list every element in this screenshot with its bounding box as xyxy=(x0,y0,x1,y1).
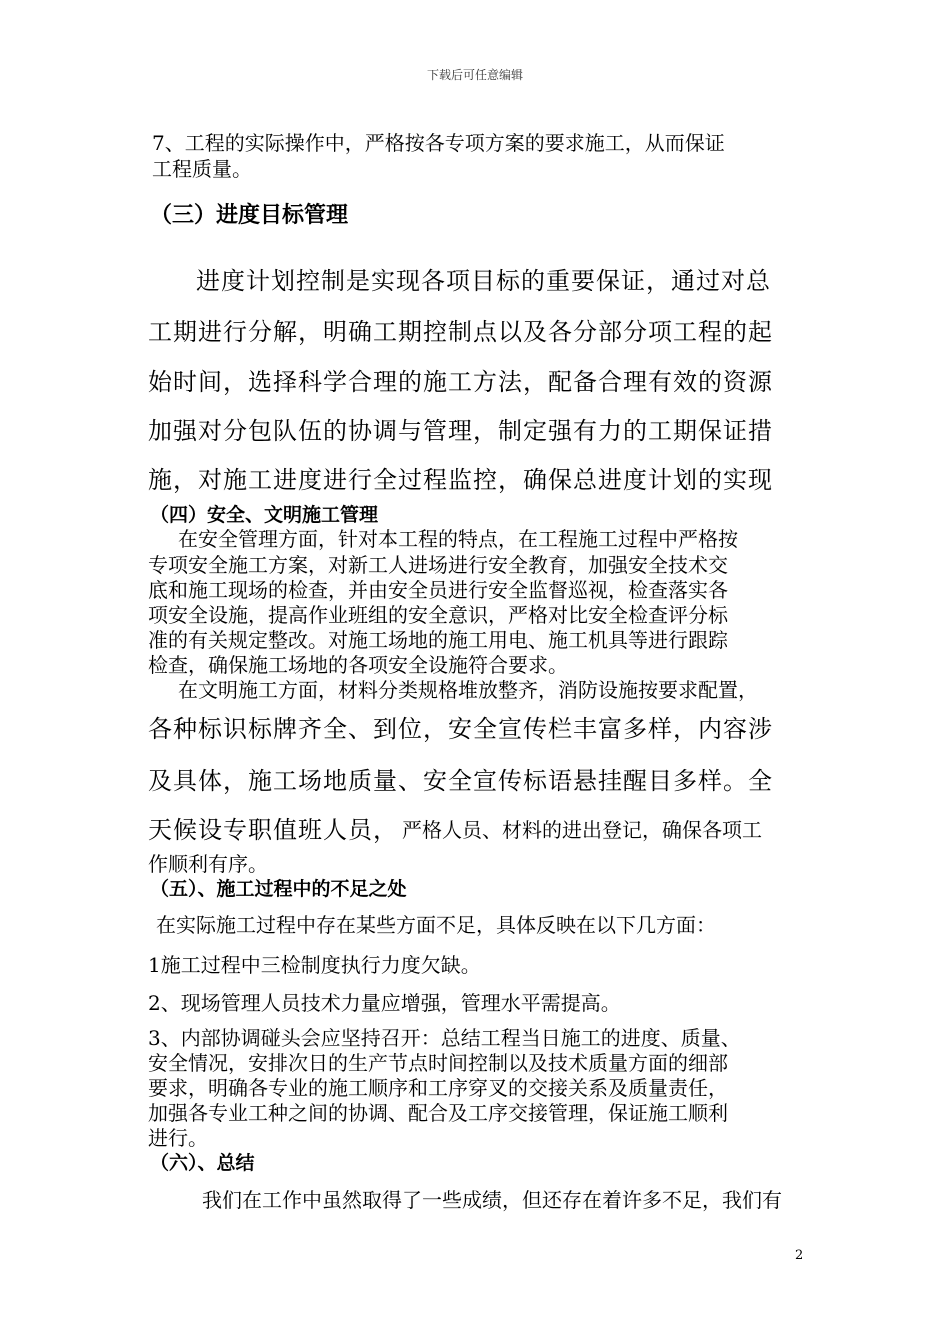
text-line: 进行。 xyxy=(148,1126,208,1150)
text-line: 进度计划控制是实现各项目标的重要保证，通过对总 xyxy=(196,267,771,295)
text-line: 在文明施工方面，材料分类规格堆放整齐，消防设施按要求配置， xyxy=(178,678,758,702)
section-heading-3: （三）进度目标管理 xyxy=(150,203,349,228)
text-line: 施，对施工进度进行全过程监控，确保总进度计划的实现 xyxy=(148,466,773,494)
text-line: 底和施工现场的检查，并由安全员进行安全监督巡视，检查落实各 xyxy=(148,578,728,602)
list-item: 1施工过程中三检制度执行力度欠缺。 xyxy=(148,953,481,977)
text-line: 专项安全施工方案，对新工人进场进行安全教育，加强安全技术交 xyxy=(148,553,728,577)
page-number: 2 xyxy=(795,1248,804,1263)
text-line: 检查，确保施工场地的各项安全设施符合要求。 xyxy=(148,653,568,677)
list-item: 3、内部协调碰头会应坚持召开：总结工程当日施工的进度、质量、 xyxy=(148,1026,741,1050)
text-line: 7、工程的实际操作中，严格按各专项方案的要求施工，从而保证 xyxy=(152,131,725,155)
text-line: 加强对分包队伍的协调与管理，制定强有力的工期保证措 xyxy=(148,417,773,445)
text-line: 安全情况，安排次日的生产节点时间控制以及技术质量方面的细部 xyxy=(148,1051,728,1075)
text-line: 作顺利有序。 xyxy=(148,852,268,876)
text-line: 我们在工作中虽然取得了一些成绩，但还存在着许多不足，我们有 xyxy=(202,1188,782,1212)
text-line: 各种标识标牌齐全、到位，安全宣传栏丰富多样，内容涉 xyxy=(148,715,773,743)
list-item: 2、现场管理人员技术力量应增强，管理水平需提高。 xyxy=(148,991,621,1015)
page-header: 下载后可任意编辑 xyxy=(426,68,523,82)
text-line: 要求，明确各专业的施工顺序和工序穿叉的交接关系及质量责任， xyxy=(148,1076,728,1100)
text-line: 天候设专职值班人员， xyxy=(148,816,398,844)
text-line: 加强各专业工种之间的协调、配合及工序交接管理，保证施工顺利 xyxy=(148,1101,728,1125)
text-line: 在实际施工过程中存在某些方面不足，具体反映在以下几方面： xyxy=(156,913,716,937)
text-line: 严格人员、材料的进出登记，确保各项工 xyxy=(402,818,762,842)
section-heading-4: （四）安全、文明施工管理 xyxy=(150,504,379,526)
text-line: 项安全设施，提高作业班组的安全意识，严格对比安全检查评分标 xyxy=(148,603,728,627)
text-line: 及具体，施工场地质量、安全宣传标语悬挂醒目多样。全 xyxy=(148,767,773,795)
text-line: 工程质量。 xyxy=(152,157,252,181)
section-heading-6: （六）、总结 xyxy=(150,1152,255,1174)
text-line: 工期进行分解，明确工期控制点以及各分部分项工程的起 xyxy=(148,318,773,346)
section-heading-5: （五）、施工过程中的不足之处 xyxy=(150,878,407,900)
text-line: 在安全管理方面，针对本工程的特点，在工程施工过程中严格按 xyxy=(178,527,738,551)
text-line: 准的有关规定整改。对施工场地的施工用电、施工机具等进行跟踪 xyxy=(148,628,728,652)
text-line: 始时间，选择科学合理的施工方法，配备合理有效的资源 xyxy=(148,368,773,396)
